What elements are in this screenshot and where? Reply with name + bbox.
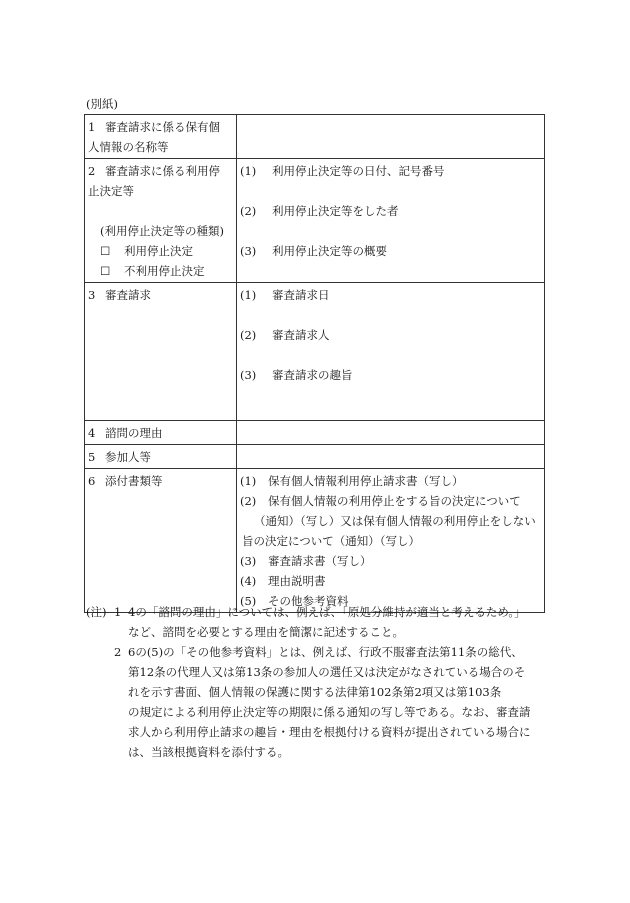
item-text-continuation: （通知）（写し）又は保有個人情報の利用停止をしない — [254, 514, 536, 528]
row-number: 2 — [88, 164, 96, 178]
row-label-cell — [85, 159, 237, 283]
item-text: 利用停止決定等をした者 — [272, 204, 399, 218]
decision-kind-option — [88, 241, 233, 261]
item-number: (2) — [240, 204, 257, 218]
row-label: 審査請求 — [105, 288, 151, 302]
note-line: 4の「諮問の理由」については、例えば、「原処分維持が適当と考えるため。」 — [128, 605, 526, 619]
item-text-continuation: 旨の決定について（通知）（写し） — [242, 534, 421, 548]
row-number: 4 — [88, 426, 96, 440]
item-text: 保有個人情報利用停止請求書（写し） — [268, 474, 464, 488]
item-text: 保有個人情報の利用停止をする旨の決定について — [268, 494, 521, 508]
note-number: 1 — [114, 605, 122, 619]
item-text: 審査請求日 — [272, 288, 330, 302]
item-text: 利用停止決定等の概要 — [272, 244, 387, 258]
item-number: (3) — [240, 244, 257, 258]
item-number: (2) — [240, 328, 257, 342]
item-number: (5) — [240, 594, 257, 608]
item-number: (1) — [240, 474, 257, 488]
checkbox-icon: ☐ — [100, 244, 111, 258]
note-line: 求人から利用停止請求の趣旨・理由を根拠付ける資料が提出されている場合に — [128, 725, 531, 739]
note-line: れを示す書面、個人情報の保護に関する法律第102条第2項又は第103条 — [128, 685, 502, 699]
row-label: 添付書類等 — [105, 474, 163, 488]
table-row — [85, 469, 545, 613]
checkbox-icon: ☐ — [100, 264, 111, 278]
item-number: (1) — [240, 288, 257, 302]
decision-kind-label: 利用停止決定 — [124, 244, 193, 258]
row-value-cell — [237, 283, 545, 421]
item-number: (1) — [240, 164, 257, 178]
row-value-cell — [237, 159, 545, 283]
table-row — [85, 445, 545, 469]
row-label: 審査請求に係る保有個 — [105, 120, 220, 134]
note-number: 2 — [114, 645, 122, 659]
row-value-cell — [237, 445, 545, 469]
form-table — [84, 114, 545, 613]
row-label-cell — [85, 283, 237, 421]
table-row — [85, 159, 545, 283]
row-label-continuation: 人情報の名称等 — [88, 140, 169, 154]
note-line: は、当該根拠資料を添付する。 — [128, 745, 289, 759]
item-text: その他参考資料 — [268, 594, 349, 608]
decision-kind-title: (利用停止決定等の種類) — [100, 224, 224, 238]
note-line: 6の(5)の「その他参考資料」とは、例えば、行政不服審査法第11条の総代、 — [128, 645, 523, 659]
row-label-continuation: 止決定等 — [88, 184, 134, 198]
row-number: 3 — [88, 288, 96, 302]
note-item — [86, 642, 550, 762]
decision-kind-option — [88, 261, 233, 281]
item-number: (3) — [240, 554, 257, 568]
decision-kind-label: 不利用停止決定 — [124, 264, 205, 278]
row-value-cell — [237, 115, 545, 159]
item-text: 審査請求人 — [272, 328, 330, 342]
document-heading: (別紙) — [86, 97, 118, 111]
table-row — [85, 283, 545, 421]
notes-label: (注) — [86, 605, 107, 619]
note-line: の規定による利用停止決定等の期限に係る通知の写し等である。なお、審査請 — [128, 705, 531, 719]
row-label-cell — [85, 445, 237, 469]
row-label: 諮問の理由 — [105, 426, 163, 440]
table-row — [85, 115, 545, 159]
item-text: 審査請求の趣旨 — [272, 368, 353, 382]
row-number: 1 — [88, 120, 96, 134]
note-text — [128, 642, 550, 762]
row-number: 6 — [88, 474, 96, 488]
row-label-cell — [85, 115, 237, 159]
item-number: (4) — [240, 574, 257, 588]
row-value-cell — [237, 421, 545, 445]
row-label-cell — [85, 469, 237, 613]
note-line: 第12条の代理人又は第13条の参加人の選任又は決定がなされている場合のそ — [128, 665, 526, 679]
note-line: など、諮問を必要とする理由を簡潔に記述すること。 — [128, 625, 404, 639]
row-label-cell — [85, 421, 237, 445]
notes-section — [86, 602, 550, 762]
item-number: (3) — [240, 368, 257, 382]
row-label: 参加人等 — [105, 450, 151, 464]
item-text: 利用停止決定等の日付、記号番号 — [272, 164, 445, 178]
table-row — [85, 421, 545, 445]
item-text: 理由説明書 — [268, 574, 326, 588]
note-text — [128, 602, 550, 642]
row-label: 審査請求に係る利用停 — [105, 164, 220, 178]
item-text: 審査請求書（写し） — [268, 554, 372, 568]
item-number: (2) — [240, 494, 257, 508]
row-number: 5 — [88, 450, 96, 464]
note-item — [86, 602, 550, 642]
row-value-cell — [237, 469, 545, 613]
